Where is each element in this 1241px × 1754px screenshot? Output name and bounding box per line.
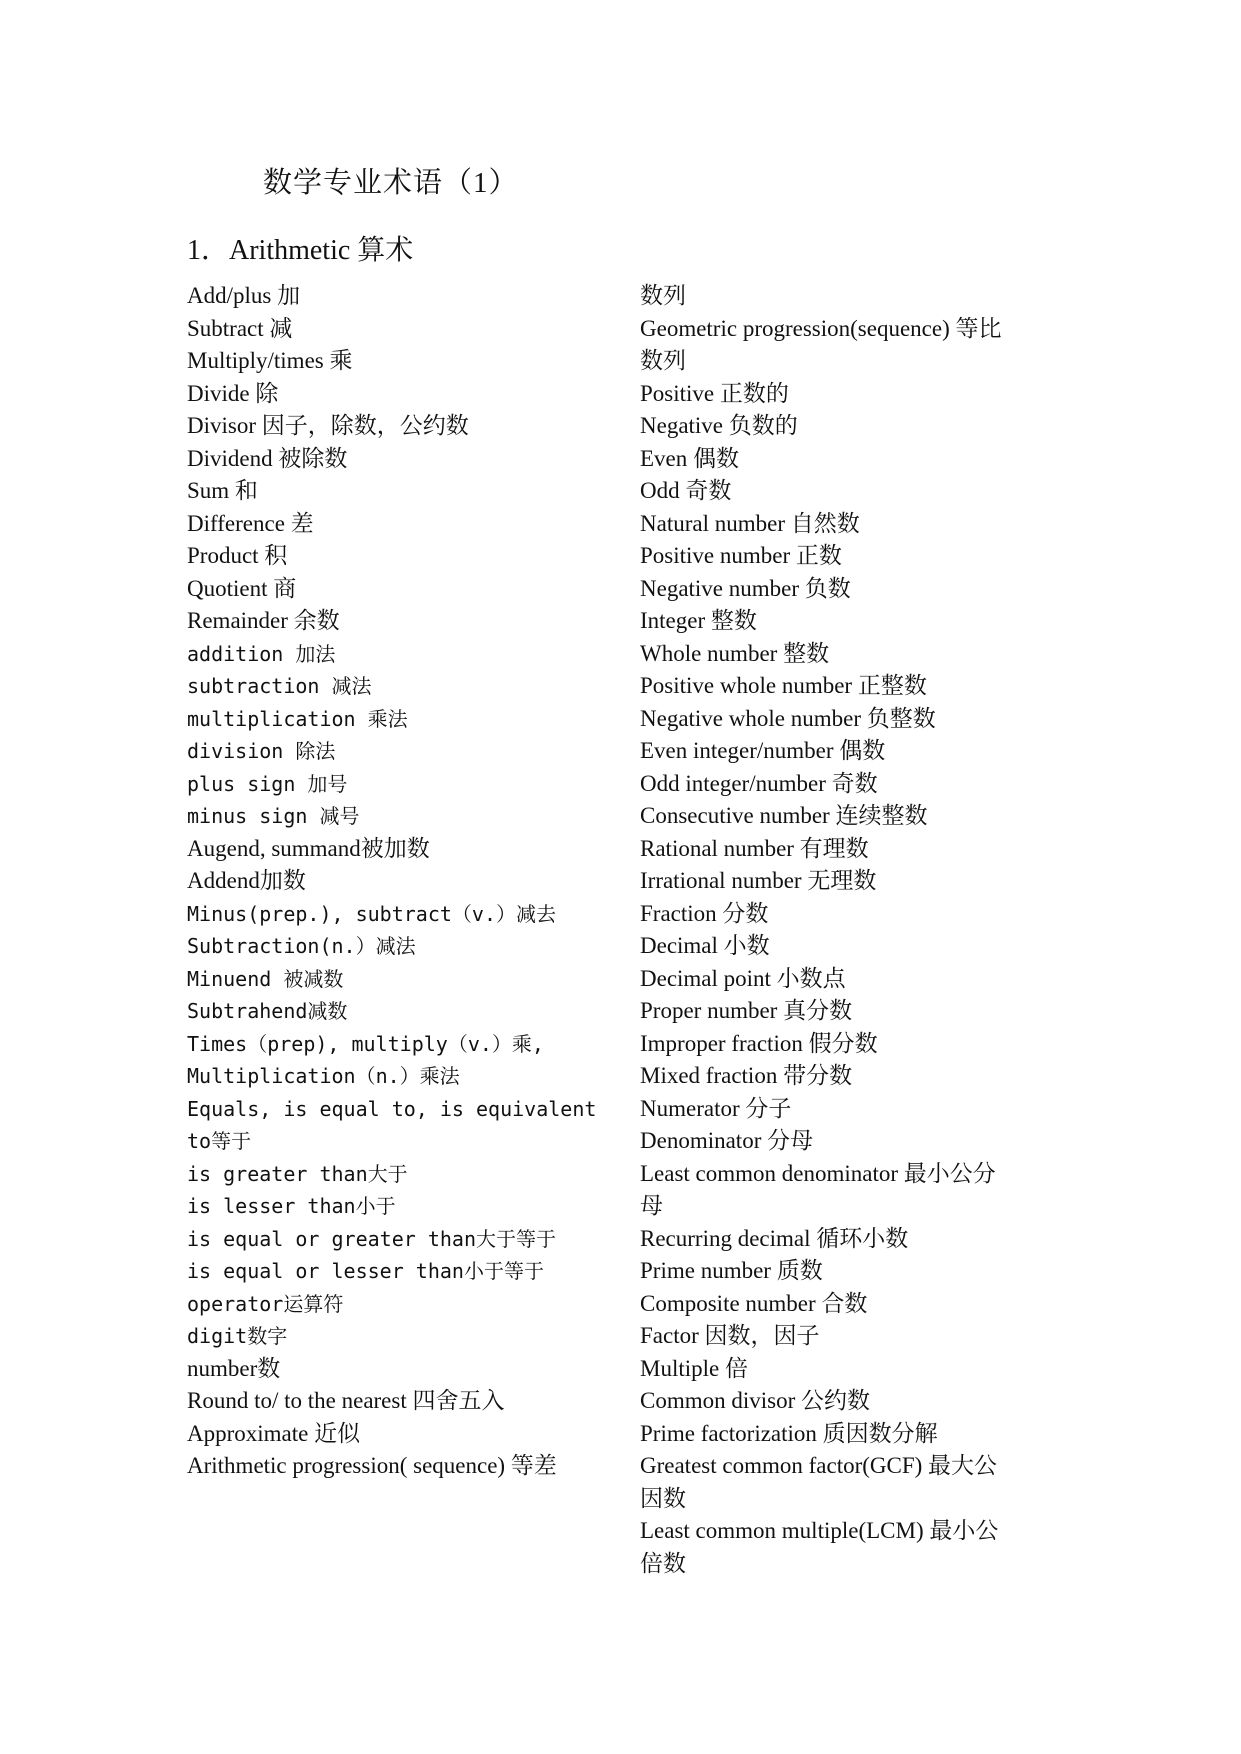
term-item: Difference 差 (187, 510, 314, 536)
term-item: Approximate 近似 (187, 1420, 361, 1446)
term-item: Multiple 倍 (640, 1355, 748, 1381)
term-item: Least common denominator 最小公分 (640, 1160, 996, 1186)
term-item: Divisor 因子，除数，公约数 (187, 413, 469, 438)
term-item: Prime factorization 质因数分解 (640, 1420, 938, 1446)
term-item: Divide 除 (187, 380, 279, 406)
term-item: Natural number 自然数 (640, 510, 860, 536)
term-item: Negative whole number 负整数 (640, 705, 936, 731)
term-item: Add/plus 加 (187, 283, 301, 308)
term-item: to等于 (187, 1129, 252, 1153)
term-item: Negative 负数的 (640, 413, 798, 438)
term-item: Rational number 有理数 (640, 835, 869, 861)
term-item: Multiply/times 乘 (187, 348, 353, 373)
term-item: Positive whole number 正整数 (640, 673, 927, 698)
term-item: Odd 奇数 (640, 478, 732, 503)
term-item: is equal or lesser than小于等于 (187, 1259, 544, 1283)
term-item: 母 (640, 1193, 663, 1218)
term-item: Greatest common factor(GCF) 最大公 (640, 1453, 998, 1478)
term-item: Even integer/number 偶数 (640, 738, 886, 763)
left-term-list (187, 280, 607, 1483)
term-item: Fraction 分数 (640, 900, 769, 926)
term-item: Composite number 合数 (640, 1290, 868, 1316)
term-item: Minus(prep.), subtract（v.）减去 (187, 901, 556, 926)
term-item: Decimal 小数 (640, 933, 770, 958)
term-item: 数列 (640, 283, 686, 308)
term-item: Subtract 减 (187, 315, 293, 341)
term-item: is lesser than小于 (187, 1194, 396, 1218)
term-item: 倍数 (640, 1550, 686, 1576)
term-item: Multiplication（n.）乘法 (187, 1064, 460, 1088)
term-item: Odd integer/number 奇数 (640, 770, 878, 796)
term-item: Prime number 质数 (640, 1258, 823, 1283)
term-item: multiplication 乘法 (187, 706, 408, 731)
term-item: Addend加数 (187, 868, 306, 893)
term-item: Consecutive number 连续整数 (640, 803, 928, 828)
term-item: Proper number 真分数 (640, 998, 853, 1023)
term-item: Arithmetic progression( sequence) 等差 (187, 1453, 557, 1478)
term-item: Subtraction(n.）减法 (187, 934, 416, 958)
term-item: Remainder 余数 (187, 608, 340, 633)
term-item: operator运算符 (187, 1291, 344, 1316)
term-item: digit数字 (187, 1324, 288, 1348)
term-item: Product 积 (187, 543, 288, 568)
section-heading: 1．Arithmetic 算术 (187, 235, 414, 266)
term-item: Geometric progression(sequence) 等比 (640, 315, 1002, 341)
term-item: Irrational number 无理数 (640, 868, 877, 893)
term-item: 数列 (640, 348, 686, 373)
term-item: Recurring decimal 循环小数 (640, 1225, 909, 1251)
term-item: Common divisor 公约数 (640, 1388, 871, 1413)
term-item: Dividend 被除数 (187, 445, 348, 471)
term-item: Even 偶数 (640, 445, 740, 471)
term-item: Equals, is equal to, is equivalent (187, 1096, 597, 1121)
term-item: Positive number 正数 (640, 543, 842, 568)
term-item: Quotient 商 (187, 575, 297, 601)
term-item: subtraction 减法 (187, 674, 372, 698)
right-term-list (640, 280, 1060, 1580)
term-item: Sum 和 (187, 478, 258, 503)
page-title: 数学专业术语（1） (263, 167, 519, 199)
term-item: Negative number 负数 (640, 575, 851, 601)
term-item: minus sign 减号 (187, 804, 360, 828)
term-item: Subtrahend减数 (187, 999, 348, 1023)
term-item: Round to/ to the nearest 四舍五入 (187, 1388, 505, 1413)
term-item: addition 加法 (187, 641, 336, 666)
term-item: Positive 正数的 (640, 380, 789, 406)
term-item: Numerator 分子 (640, 1095, 792, 1121)
term-item: number数 (187, 1355, 281, 1381)
term-item: Minuend 被减数 (187, 966, 344, 991)
term-item: is equal or greater than大于等于 (187, 1226, 556, 1251)
term-item: Decimal point 小数点 (640, 965, 846, 991)
term-item: is greater than大于 (187, 1161, 408, 1186)
term-item: division 除法 (187, 739, 336, 763)
term-item: Factor 因数，因子 (640, 1323, 820, 1348)
term-item: 因数 (640, 1485, 686, 1511)
term-item: Denominator 分母 (640, 1128, 814, 1153)
term-item: Integer 整数 (640, 608, 757, 633)
term-item: Whole number 整数 (640, 640, 830, 666)
term-item: Times（prep), multiply（v.）乘, (187, 1031, 544, 1056)
term-item: plus sign 加号 (187, 771, 348, 796)
term-item: Improper fraction 假分数 (640, 1030, 878, 1056)
term-item: Least common multiple(LCM) 最小公 (640, 1518, 999, 1543)
term-item: Augend, summand被加数 (187, 835, 430, 861)
term-item: Mixed fraction 带分数 (640, 1063, 853, 1088)
